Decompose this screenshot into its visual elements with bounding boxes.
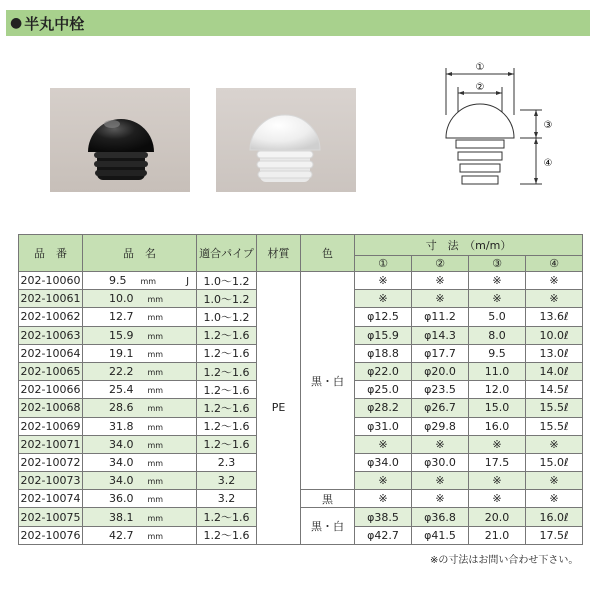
part-number-cell: 202-10068 (19, 399, 83, 417)
size-unit: mm (147, 404, 164, 414)
section-title: 半丸中栓 (24, 14, 85, 33)
table-row (19, 272, 583, 290)
dim-2-cell: φ36.8 (412, 508, 469, 526)
dim-1-cell: φ42.7 (355, 526, 412, 544)
dim-2-cell: φ17.7 (412, 344, 469, 362)
dim-1-cell: ※ (355, 490, 412, 508)
header-dim-2: ② (412, 256, 469, 272)
dim-3-cell: ※ (469, 435, 526, 453)
size-value: 9.5 (109, 274, 127, 288)
dim-2-cell: φ20.0 (412, 362, 469, 380)
pipe-thickness-cell: 1.2～1.6 (197, 381, 257, 399)
pipe-thickness-cell: 1.0～1.2 (197, 308, 257, 326)
section-title-bar (6, 10, 590, 36)
color-cell: 黒・白 (301, 272, 355, 490)
dim-4-cell: 15.5ℓ (526, 417, 583, 435)
product-name-cell (83, 490, 197, 508)
part-number-cell: 202-10060 (19, 272, 83, 290)
header-dim-3: ③ (469, 256, 526, 272)
size-unit: mm (147, 386, 164, 396)
product-name-cell (83, 472, 197, 490)
spec-table (18, 234, 583, 545)
size-value: 36.0 (109, 492, 134, 506)
size-value: 34.0 (109, 455, 134, 469)
pipe-thickness-cell: 1.2～1.6 (197, 399, 257, 417)
product-name-cell (83, 526, 197, 544)
cap-cross-section-drawing (430, 60, 560, 200)
size-unit: mm (147, 368, 164, 378)
size-unit: mm (147, 313, 164, 323)
size-unit: mm (140, 277, 157, 287)
part-number-cell: 202-10062 (19, 308, 83, 326)
pipe-thickness-cell: 1.2～1.6 (197, 435, 257, 453)
material-cell: PE (257, 272, 301, 545)
size-unit: mm (147, 440, 164, 450)
dim-1-cell: φ12.5 (355, 308, 412, 326)
part-number-cell: 202-10064 (19, 344, 83, 362)
dim-4-cell: 15.5ℓ (526, 399, 583, 417)
product-name-cell (83, 417, 197, 435)
part-number-cell: 202-10073 (19, 472, 83, 490)
size-value: 25.4 (109, 383, 134, 397)
footnote: ※の寸法はお問い合わせ下さい。 (430, 555, 579, 566)
dim-4-cell: ※ (526, 272, 583, 290)
pipe-thickness-cell: 1.2～1.6 (197, 526, 257, 544)
pipe-thickness-cell: 1.2～1.6 (197, 362, 257, 380)
size-value: 19.1 (109, 346, 134, 360)
dim-3-cell: 15.0 (469, 399, 526, 417)
part-number-cell: 202-10066 (19, 381, 83, 399)
dim-1-cell: φ22.0 (355, 362, 412, 380)
product-name-cell (83, 308, 197, 326)
dim-3-cell: ※ (469, 272, 526, 290)
dim-2-cell: φ26.7 (412, 399, 469, 417)
header-dim-4: ④ (526, 256, 583, 272)
size-value: 31.8 (109, 419, 134, 433)
part-number-cell: 202-10076 (19, 526, 83, 544)
size-unit: mm (147, 422, 164, 432)
dim-3-cell: 8.0 (469, 326, 526, 344)
dim-4-cell: 14.5ℓ (526, 381, 583, 399)
product-name-cell (83, 453, 197, 471)
dim-1-cell: ※ (355, 290, 412, 308)
dim-1-cell: ※ (355, 272, 412, 290)
dim-1-cell: φ25.0 (355, 381, 412, 399)
dim-3-cell: ※ (469, 490, 526, 508)
size-unit: mm (147, 531, 164, 541)
dim-1-cell: φ15.9 (355, 326, 412, 344)
dim-2-cell: φ23.5 (412, 381, 469, 399)
size-value: 34.0 (109, 437, 134, 451)
dimension-diagram (430, 60, 560, 200)
table-row (19, 490, 583, 508)
dim-4-cell: 15.0ℓ (526, 453, 583, 471)
dim-2-cell: φ29.8 (412, 417, 469, 435)
header-part-no: 品 番 (19, 235, 83, 272)
pipe-thickness-cell: 1.2～1.6 (197, 417, 257, 435)
dim-2-cell: ※ (412, 435, 469, 453)
dim-1-label: ① (475, 62, 485, 73)
black-cap-photo (50, 88, 190, 192)
size-unit: mm (147, 331, 164, 341)
size-value: 12.7 (109, 310, 134, 324)
dim-3-cell: 21.0 (469, 526, 526, 544)
dim-1-cell: ※ (355, 435, 412, 453)
dim-2-cell: ※ (412, 272, 469, 290)
product-name-cell (83, 362, 197, 380)
product-name-cell (83, 272, 197, 290)
dim-2-cell: φ41.5 (412, 526, 469, 544)
dim-3-cell: 16.0 (469, 417, 526, 435)
dim-4-cell: 14.0ℓ (526, 362, 583, 380)
pipe-thickness-cell: 1.0～1.2 (197, 290, 257, 308)
dim-3-label: ③ (543, 120, 553, 131)
dim-4-cell: 16.0ℓ (526, 508, 583, 526)
bullet-icon: ● (10, 15, 23, 31)
dim-2-label: ② (475, 82, 485, 93)
dim-3-cell: ※ (469, 290, 526, 308)
dim-4-cell: 17.5ℓ (526, 526, 583, 544)
part-number-cell: 202-10065 (19, 362, 83, 380)
dim-2-cell: φ11.2 (412, 308, 469, 326)
dim-1-cell: φ34.0 (355, 453, 412, 471)
size-value: 34.0 (109, 474, 134, 488)
black-cap-illustration (50, 88, 190, 192)
product-name-cell (83, 326, 197, 344)
dim-2-cell: ※ (412, 490, 469, 508)
color-cell: 黒・白 (301, 508, 355, 544)
pipe-thickness-cell: 3.2 (197, 472, 257, 490)
dim-3-cell: 12.0 (469, 381, 526, 399)
dim-1-cell: ※ (355, 472, 412, 490)
product-name-cell (83, 435, 197, 453)
size-value: 10.0 (109, 292, 134, 306)
color-cell: 黒 (301, 490, 355, 508)
dim-4-cell: 13.0ℓ (526, 344, 583, 362)
white-cap-photo (216, 88, 356, 192)
dim-3-cell: ※ (469, 472, 526, 490)
product-name-cell (83, 508, 197, 526)
header-name: 品 名 (83, 235, 197, 272)
part-number-cell: 202-10063 (19, 326, 83, 344)
product-name-cell (83, 399, 197, 417)
part-number-cell: 202-10061 (19, 290, 83, 308)
size-value: 15.9 (109, 328, 134, 342)
dim-2-cell: φ14.3 (412, 326, 469, 344)
dim-3-cell: 11.0 (469, 362, 526, 380)
part-number-cell: 202-10071 (19, 435, 83, 453)
dim-3-cell: 17.5 (469, 453, 526, 471)
part-number-cell: 202-10072 (19, 453, 83, 471)
dim-1-cell: φ28.2 (355, 399, 412, 417)
size-unit: mm (147, 349, 164, 359)
dim-4-cell: ※ (526, 490, 583, 508)
dim-4-label: ④ (543, 158, 553, 169)
white-cap-illustration (216, 88, 356, 192)
pipe-thickness-cell: 1.2～1.6 (197, 344, 257, 362)
pipe-thickness-cell: 1.2～1.6 (197, 508, 257, 526)
pipe-thickness-cell: 1.0～1.2 (197, 272, 257, 290)
header-pipe: 適合パイプ (197, 235, 257, 272)
table-row (19, 508, 583, 526)
dim-4-cell: ※ (526, 290, 583, 308)
size-unit: mm (147, 458, 164, 468)
dim-4-cell: 13.6ℓ (526, 308, 583, 326)
size-unit: mm (147, 477, 164, 487)
size-value: 42.7 (109, 528, 134, 542)
size-unit: mm (147, 295, 164, 305)
dim-2-cell: ※ (412, 290, 469, 308)
size-value: 28.6 (109, 401, 134, 415)
spec-table-body (19, 272, 583, 545)
size-value: 22.2 (109, 365, 134, 379)
dim-1-cell: φ31.0 (355, 417, 412, 435)
dim-1-cell: φ38.5 (355, 508, 412, 526)
header-dimensions: 寸 法 （m/m） (355, 235, 583, 256)
pipe-thickness-cell: 3.2 (197, 490, 257, 508)
header-material: 材質 (257, 235, 301, 272)
dim-2-cell: ※ (412, 472, 469, 490)
dim-4-cell: 10.0ℓ (526, 326, 583, 344)
size-value: 38.1 (109, 510, 134, 524)
product-name-cell (83, 344, 197, 362)
pipe-thickness-cell: 1.2～1.6 (197, 326, 257, 344)
dim-3-cell: 5.0 (469, 308, 526, 326)
dim-4-cell: ※ (526, 472, 583, 490)
header-color: 色 (301, 235, 355, 272)
pipe-thickness-cell: 2.3 (197, 453, 257, 471)
dim-3-cell: 9.5 (469, 344, 526, 362)
header-dim-1: ① (355, 256, 412, 272)
product-name-cell (83, 290, 197, 308)
part-number-cell: 202-10075 (19, 508, 83, 526)
dim-3-cell: 20.0 (469, 508, 526, 526)
part-number-cell: 202-10074 (19, 490, 83, 508)
dim-1-cell: φ18.8 (355, 344, 412, 362)
size-unit: mm (147, 495, 164, 505)
product-name-cell (83, 381, 197, 399)
dim-4-cell: ※ (526, 435, 583, 453)
size-unit: mm (147, 513, 164, 523)
part-number-cell: 202-10069 (19, 417, 83, 435)
dim-2-cell: φ30.0 (412, 453, 469, 471)
size-suffix: J (186, 276, 190, 288)
